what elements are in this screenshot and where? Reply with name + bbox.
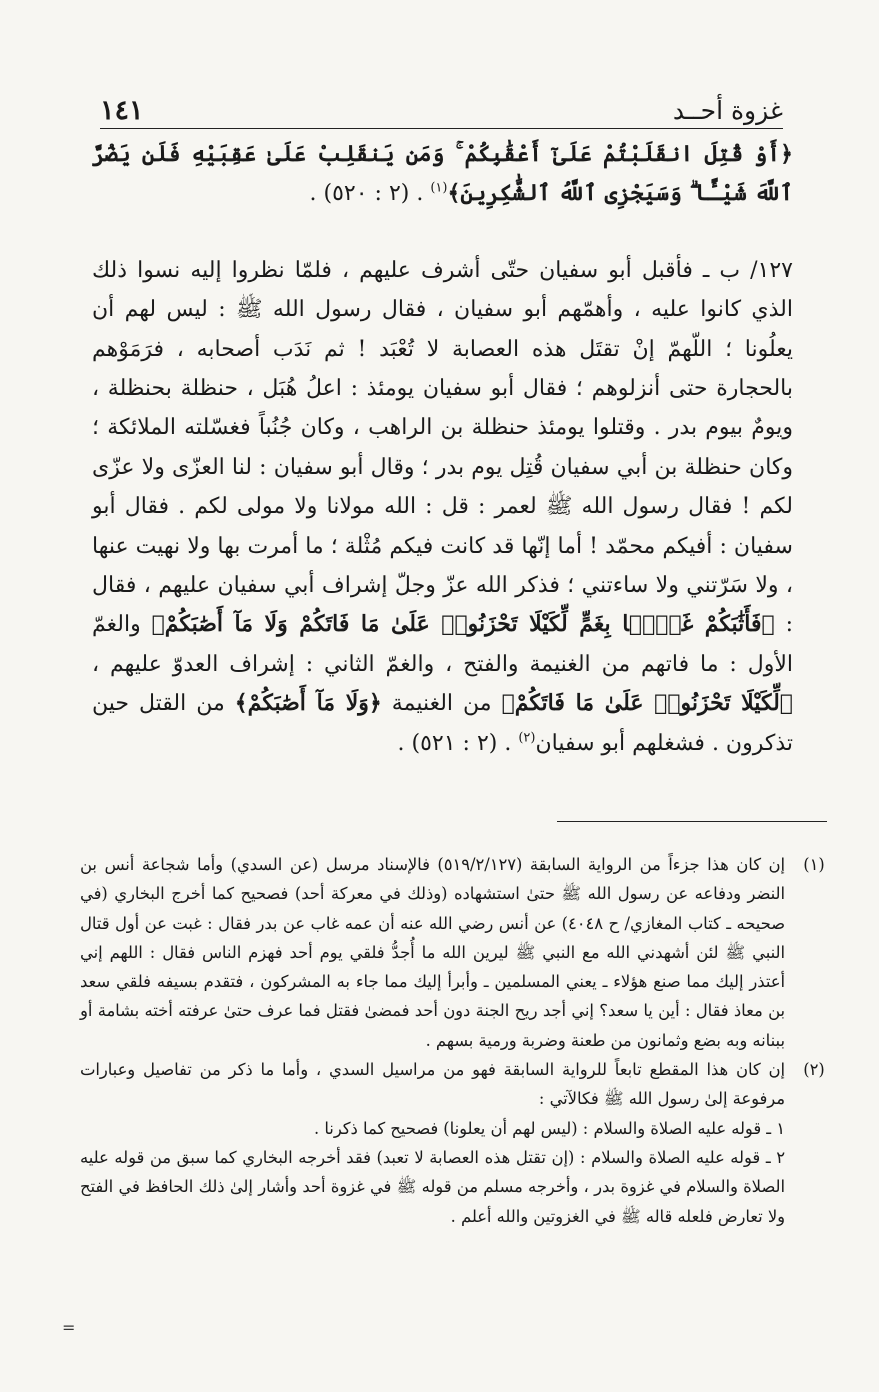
quran-verse: ﴿أَوْ قُتِلَ انقَلَبْتُمْ عَلَىٰٓ أَعْقَٰبِكُمْ ۚ وَمَن يَنقَلِبْ عَلَىٰ عَقِبَيْهِ فَلَن يَضُرَّ ٱللَّهَ شَيْـًٔا ۗ وَسَيَجْزِى ٱللَّهُ ٱلشَّٰكِرِينَ﴾ [92, 141, 793, 207]
footnote-number: (٢) [803, 1060, 825, 1080]
narration-text: ١٢٧/ ب ـ فأقبل أبو سفيان حتّى أشرف عليهم ، فلمّا نظروا إليه نسوا ذلك الذي كانوا عليه ، وأهمّهم أبو سفيان ، فقال رسول الله ﷺ : ليس لهم أن يعلُونا ؛ اللّهمّ إنْ تقتَل هذه العصابة لا تُعْبَد ! ثم نَدَب أصحابه ، فرَمَوْهم بالحجارة حتى أنزلوهم ؛ فقال أبو سفيان يومئذ : اعلُ هُبَل ، حنظلة بحنظلة ، ويومٌ بيوم بدر . وقتلوا يومئذ حنظلة بن الراهب ، وكان جُنُباً فغسّلته الملائكة ؛ وكان حنظلة بن أبي سفيان قُتِل يوم بدر ؛ وقال أبو سفيان : لنا العزّى ولا عزّى لكم ! فقال رسول الله ﷺ لعمر : قل : الله مولانا ولا مولى لكم . فقال أبو سفيان : أفيكم محمّد ! أما إنّها قد كانت فيكم مُثْلة ؛ ما أمرت بها ولا نهيت عنها ، ولا سَرّتني ولا ساءتني ؛ فذكر الله عزّ وجلّ إشراف أبي سفيان عليهم ، فقال : [92, 257, 794, 638]
verse-citation: . (٢ : ٥٢٠) . [309, 181, 431, 207]
quran-verse-4: ﴿وَلَا مَآ أَصَٰبَكُمْ﴾ [234, 690, 382, 717]
quran-verse-block [92, 135, 793, 214]
quran-verse-2: ﴿فَأَثَٰبَكُمْ غَمًّۢا بِغَمٍّ لِّكَيْلَا تَحْزَنُوا۟ عَلَىٰ مَا فَاتَكُمْ وَلَا مَآ أَصَٰبَكُمْ﴾ [151, 611, 775, 638]
quran-verse-3: ﴿لِّكَيْلَا تَحْزَنُوا۟ عَلَىٰ مَا فَاتَكُمْ﴾ [501, 690, 793, 717]
narration-text-c: من الغنيمة [381, 691, 502, 717]
footnote-text: إن كان هذا جزءاً من الرواية السابقة (٥١٩/٢/١٢٧) فالإسناد مرسل (عن السدي) وأما شجاعة أنس بن النضر ودفاعه عن رسول الله ﷺ حتىٰ استشهاده (وذلك في معركة أحد) فصحيح كما أخرج البخاري (في صحيحه ـ كتاب المغازي/ ح ٤٠٤٨) عن أنس رضي الله عنه أن عمه غاب عن بدر فقال : غبت عن أول قتال النبي ﷺ لئن أشهدني الله مع النبي ﷺ ليرين الله ما أُجدُّ فلقي يوم أحد فهزم الناس فقال : اللهم إني أعتذر إليك مما صنع هؤلاء ـ يعني المسلمين ـ وأبرأ إليك مما جاء به المشركون ، فتقدم بسيفه فلقي سعد بن معاذ فقال : أين يا سعد؟ إني أجد ريح الجنة دون أحد فمضىٰ فقتل فما عرف حتىٰ عرفته أخته بشامة أو ببنانه وبه بضع وثمانون من طعنة وضربة ورمية بسهم . [80, 855, 786, 1050]
narration-text-b: والغمّ الأول : ما فاتهم من الغنيمة والفتح ، والغمّ الثاني : إشراف العدوّ عليهم ، [92, 612, 793, 677]
footnote-ref-2[interactable]: (٢) [518, 730, 536, 746]
main-text [92, 135, 793, 763]
footnote-2 [80, 1055, 843, 1231]
page-number: ١٤١ [100, 95, 144, 126]
footnotes [80, 850, 843, 1231]
footnote-ref-1[interactable]: (١) [430, 181, 448, 197]
chapter-title: غزوة أحــد [672, 96, 783, 125]
footnote-number: (١) [803, 855, 825, 874]
running-header [100, 88, 783, 129]
narration-text-d: من القتل حين تذكرون . فشغلهم أبو سفيان [92, 691, 793, 756]
footnote-intro: إن كان هذا المقطع تابعاً للرواية السابقة فهو من مراسيل السدي ، وأما ما ذكر من تفاصيل وعبارات مرفوعة إلىٰ رسول الله ﷺ فكالآتي : [80, 1060, 785, 1109]
narration-paragraph [92, 251, 793, 763]
footnote-item-1: ١ ـ قوله عليه الصلاة والسلام : (ليس لهم أن يعلونا) فصحيح كما ذكرنا . [313, 1118, 785, 1138]
footnote-separator [557, 821, 827, 822]
margin-mark: = [62, 1318, 76, 1337]
footnote-item-2: ٢ ـ قوله عليه الصلاة والسلام : (إن تقتل هذه العصابة لا تعبد) فقد أخرجه البخاري كما سبق من قوله عليه الصلاة والسلام في غزوة بدر ، وأخرجه مسلم من قوله ﷺ في غزوة أحد وأشار إلىٰ ذلك الحافظ في الفتح ولا تعارض فلعله قاله ﷺ في الغزوتين والله أعلم . [80, 1147, 785, 1226]
footnote-1 [80, 850, 843, 1055]
narration-citation: . (٢ : ٥٢١) . [397, 730, 519, 756]
